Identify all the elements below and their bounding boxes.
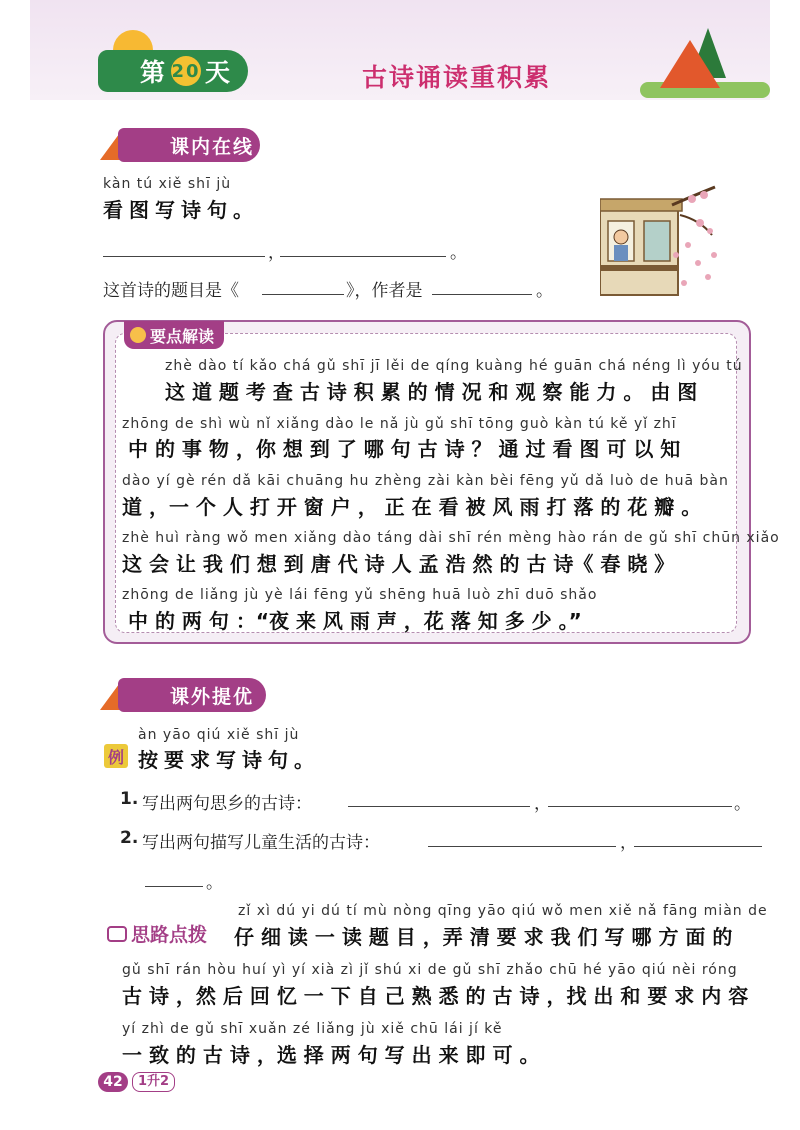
period: 。 [734,794,751,814]
q1-text: 写出两句思乡的古诗： [142,794,312,814]
period: 。 [206,873,223,893]
day-suffix: 天 [205,58,233,87]
day-prefix: 第 [140,58,168,87]
comma: ， [534,794,551,814]
tent-icon [660,40,720,88]
hint-row-3-text: 一 致 的 古 诗 ，选 择 两 句 写 出 来 即 可 。 [122,1043,540,1067]
kp-row-1-pinyin: zhè dào tí kǎo chá gǔ shī jī lěi de qíng kuàng hé guān chá néng lì yóu tú [165,358,743,374]
hint-label [107,920,207,947]
kp-row-2-text: 中 的 事 物 ，你 想 到 了 哪 句 古 诗 ？ 通 过 看 图 可 以 知 [128,437,681,461]
author-line[interactable] [432,294,532,295]
kp-row-1-text: 这 道 题 考 查 古 诗 积 累 的 情 况 和 观 察 能 力 。 由 图 [165,380,698,404]
q1-answer-line-1[interactable] [348,806,530,807]
q2-answer-line-3[interactable] [145,886,203,887]
question-pinyin: kàn tú xiě shī jù [103,176,232,192]
example-label: 例 [104,744,128,768]
hint-label-text: 思路点拨 [131,924,208,946]
kp-row-3-pinyin: dào yí gè rén dǎ kāi chuāng hu zhèng zài kàn bèi fēng yǔ dǎ luò de huā bàn [122,473,729,489]
q2-answer-line-1[interactable] [428,846,616,847]
answer-line-1[interactable] [103,256,265,257]
example-text: 按要求写诗句。 [138,748,320,772]
poem-title-prompt: 这首诗的题目是《 [103,281,239,301]
thought-icon [107,926,127,942]
day-number: 20 [171,56,201,86]
kp-row-2-pinyin: zhōng de shì wù nǐ xiǎng dào le nǎ jù gǔ shī tōng guò kàn tú kě yǐ zhī [122,416,677,432]
bulb-icon [130,327,146,343]
comma: ， [620,833,637,853]
q2-text: 写出两句描写儿童生活的古诗： [142,833,380,853]
kp-row-5-text: 中 的 两 句 ：“夜 来 风 雨 声 ，花 落 知 多 少 。” [128,609,582,633]
q1-answer-line-2[interactable] [548,806,732,807]
kp-row-5-pinyin: zhōng de liǎng jù yè lái fēng yǔ shēng huā luò zhī duō shǎo [122,587,598,603]
period: 。 [450,243,467,263]
key-points-label-text: 要点解读 [150,326,215,346]
example-pinyin: àn yāo qiú xiě shī jù [138,727,300,743]
section-tab-in-class: 课内在线 [118,128,260,162]
grade-tag: 1升2 [132,1072,175,1092]
key-points-label [124,321,224,349]
answer-line-2[interactable] [280,256,446,257]
q2-number: 2. [120,828,139,848]
kp-row-4-text: 这 会 让 我 们 想 到 唐 代 诗 人 孟 浩 然 的 古 诗《 春 晓 》 [122,552,675,576]
poem-title-line[interactable] [262,294,344,295]
page-number: 42 [98,1072,128,1092]
section-tab-extension: 课外提优 [118,678,266,712]
hint-row-1-pinyin: zǐ xì dú yi dú tí mù nòng qīng yāo qiú wǒ men xiě nǎ fāng miàn de [238,903,768,919]
day-badge [98,50,248,92]
question-text: 看图写诗句。 [103,198,259,222]
hint-row-2-text: 古 诗 ，然 后 回 忆 一 下 自 己 熟 悉 的 古 诗 ，找 出 和 要 求 内 容 [122,984,749,1008]
hint-row-2-pinyin: gǔ shī rán hòu huí yì yí xià zì jǐ shú xi de gǔ shī zhǎo chū hé yāo qiú nèi róng [122,962,738,978]
kp-row-4-pinyin: zhè huì ràng wǒ men xiǎng dào táng dài shī rén mèng hào rán de gǔ shī chūn xiǎo [122,530,780,546]
comma: ， [268,243,285,263]
kp-row-3-text: 道 ，一 个 人 打 开 窗 户 ， 正 在 看 被 风 雨 打 落 的 花 瓣 。 [122,495,702,519]
author-prompt: 》，作者是 [346,281,423,301]
page-title: 古诗诵读重积累 [362,63,552,92]
period: 。 [536,281,553,301]
q2-answer-line-2[interactable] [634,846,762,847]
hint-row-1-text: 仔 细 读 一 读 题 目 ，弄 清 要 求 我 们 写 哪 方 面 的 [234,925,733,949]
window-rain-illustration [600,185,720,297]
q1-number: 1. [120,789,139,809]
hint-row-3-pinyin: yí zhì de gǔ shī xuǎn zé liǎng jù xiě chū lái jí kě [122,1021,503,1037]
